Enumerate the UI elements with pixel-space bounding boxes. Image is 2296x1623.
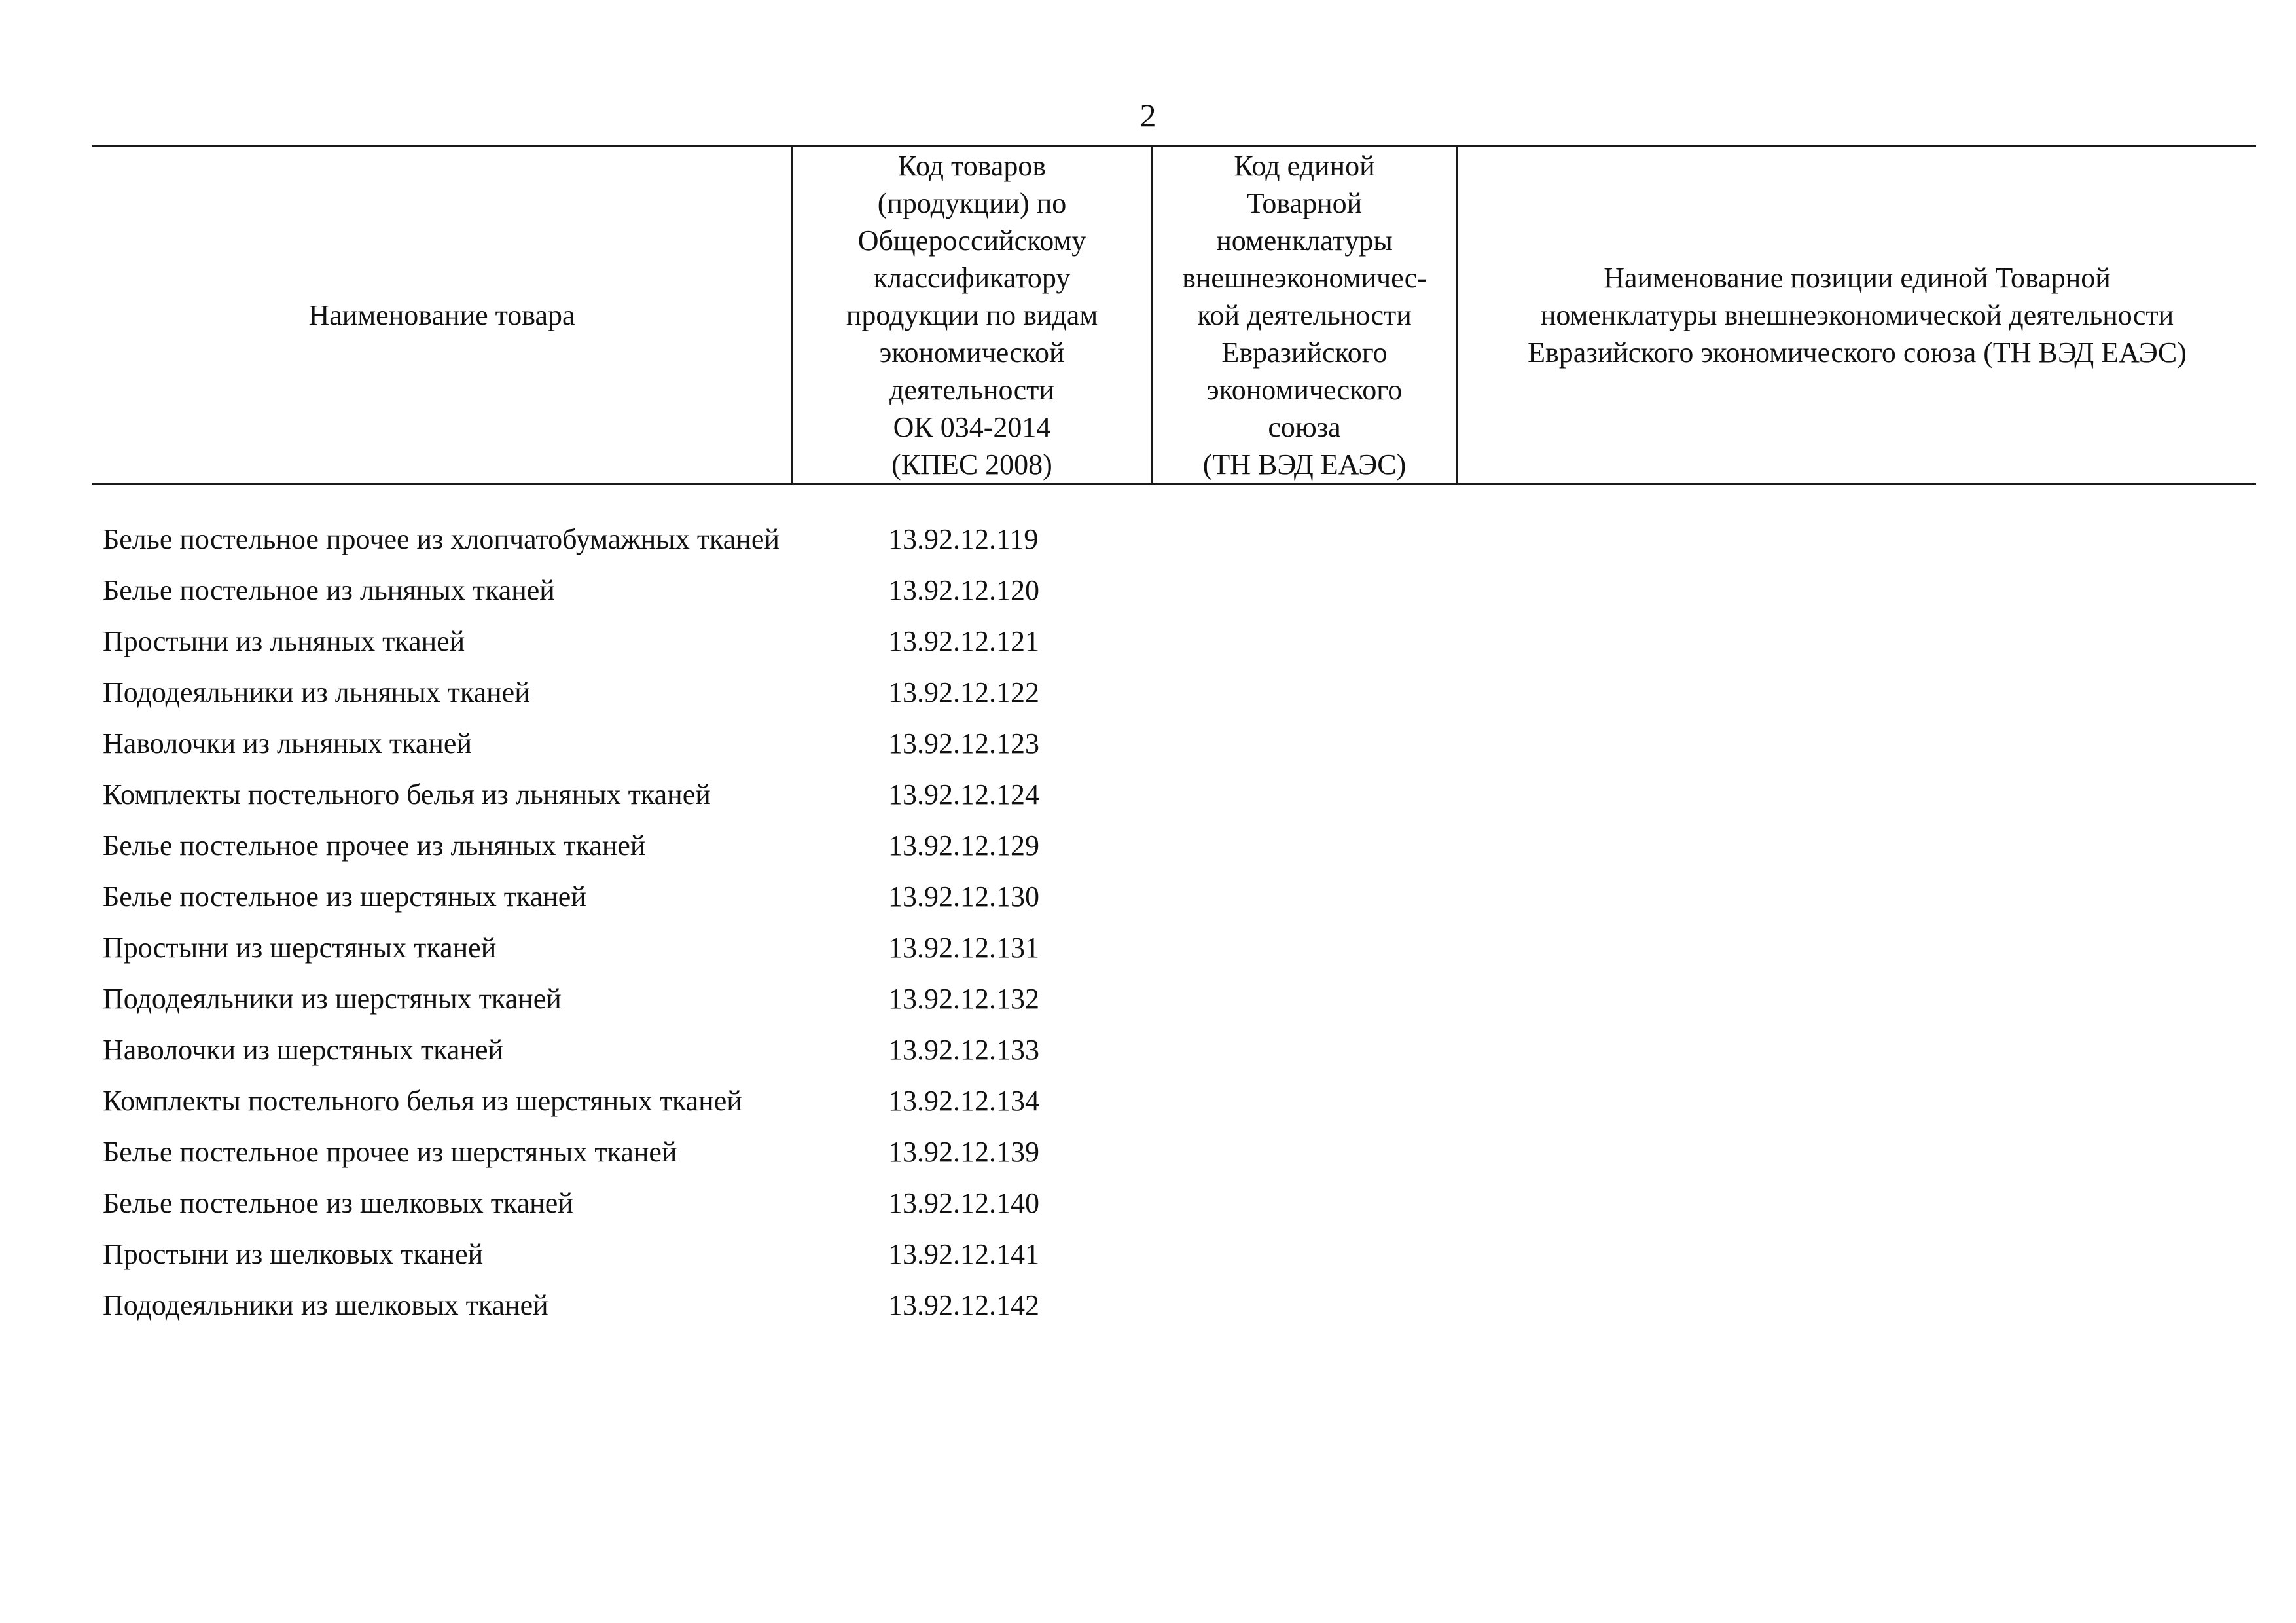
product-code-cell: 13.92.12.130 xyxy=(888,881,1039,913)
product-name-cell: Наволочки из шерстяных тканей xyxy=(103,1034,504,1066)
column-header-product-name: Наименование товара xyxy=(308,299,575,331)
product-code-cell: 13.92.12.123 xyxy=(888,727,1039,759)
product-name-cell: Комплекты постельного белья из шерстяных тканей xyxy=(103,1085,742,1117)
table-row xyxy=(103,1032,1085,1068)
product-code-cell: 13.92.12.120 xyxy=(888,574,1039,606)
product-code-cell: 13.92.12.119 xyxy=(888,523,1039,555)
table-row xyxy=(103,879,1085,915)
product-code-cell: 13.92.12.134 xyxy=(888,1085,1039,1117)
table-body xyxy=(103,521,1085,1338)
product-code-cell: 13.92.12.124 xyxy=(888,778,1039,811)
table-row xyxy=(103,828,1085,864)
product-name-cell: Белье постельное прочее из льняных тканей xyxy=(103,830,646,862)
table-row xyxy=(103,1236,1085,1273)
product-code-cell: 13.92.12.121 xyxy=(888,625,1039,657)
product-name-cell: Белье постельное из льняных тканей xyxy=(103,574,555,606)
product-name-cell: Белье постельное из шелковых тканей xyxy=(103,1187,573,1219)
product-name-cell: Простыни из льняных тканей xyxy=(103,625,465,657)
product-name-cell: Пододеяльники из шерстяных тканей xyxy=(103,983,562,1015)
table-row xyxy=(103,1134,1085,1171)
table-row xyxy=(103,623,1085,660)
product-code-cell: 13.92.12.142 xyxy=(888,1289,1039,1321)
product-name-cell: Простыни из шерстяных тканей xyxy=(103,932,497,964)
product-name-cell: Белье постельное прочее из хлопчатобумажных тканей xyxy=(103,523,780,555)
table-row xyxy=(103,930,1085,966)
table-row xyxy=(103,1083,1085,1120)
table-row xyxy=(103,1185,1085,1222)
product-code-cell: 13.92.12.139 xyxy=(888,1136,1039,1168)
product-code-cell: 13.92.12.132 xyxy=(888,983,1039,1015)
product-name-cell: Простыни из шелковых тканей xyxy=(103,1238,484,1270)
column-header-tnved-position-name: Наименование позиции единой Товарной номенклатуры внешнеэкономической деятельности Евразийского экономического союза (ТН ВЭД ЕАЭС) xyxy=(1456,147,2256,483)
product-code-cell: 13.92.12.131 xyxy=(888,932,1039,964)
table-row xyxy=(103,521,1085,558)
product-name-cell: Пододеяльники из льняных тканей xyxy=(103,676,530,708)
product-name-cell: Белье постельное из шерстяных тканей xyxy=(103,881,586,913)
table-row xyxy=(103,981,1085,1017)
product-code-cell: 13.92.12.133 xyxy=(888,1034,1039,1066)
column-header-okpd2-code: Код товаров (продукции) по Общероссийскому классификатору продукции по видам экономической деятельности ОК 034-2014 (КПЕС 2008) xyxy=(791,147,1151,483)
product-name-cell: Наволочки из льняных тканей xyxy=(103,727,473,759)
table-header xyxy=(92,145,2256,485)
product-code-cell: 13.92.12.129 xyxy=(888,830,1039,862)
product-name-cell: Комплекты постельного белья из льняных тканей xyxy=(103,778,711,811)
table-row xyxy=(103,725,1085,762)
column-header-tnved-code: Код единой Товарной номенклатуры внешнеэкономичес- кой деятельности Евразийского экономического союза (ТН ВЭД ЕАЭС) xyxy=(1151,147,1456,483)
table-row xyxy=(103,674,1085,711)
product-name-cell: Пододеяльники из шелковых тканей xyxy=(103,1289,548,1321)
product-code-cell: 13.92.12.140 xyxy=(888,1187,1039,1219)
table-row xyxy=(103,776,1085,813)
product-name-cell: Белье постельное прочее из шерстяных тканей xyxy=(103,1136,677,1168)
table-row xyxy=(103,1287,1085,1324)
product-code-cell: 13.92.12.141 xyxy=(888,1238,1039,1270)
table-row xyxy=(103,572,1085,609)
product-code-cell: 13.92.12.122 xyxy=(888,676,1039,708)
page-number: 2 xyxy=(1139,97,1157,134)
